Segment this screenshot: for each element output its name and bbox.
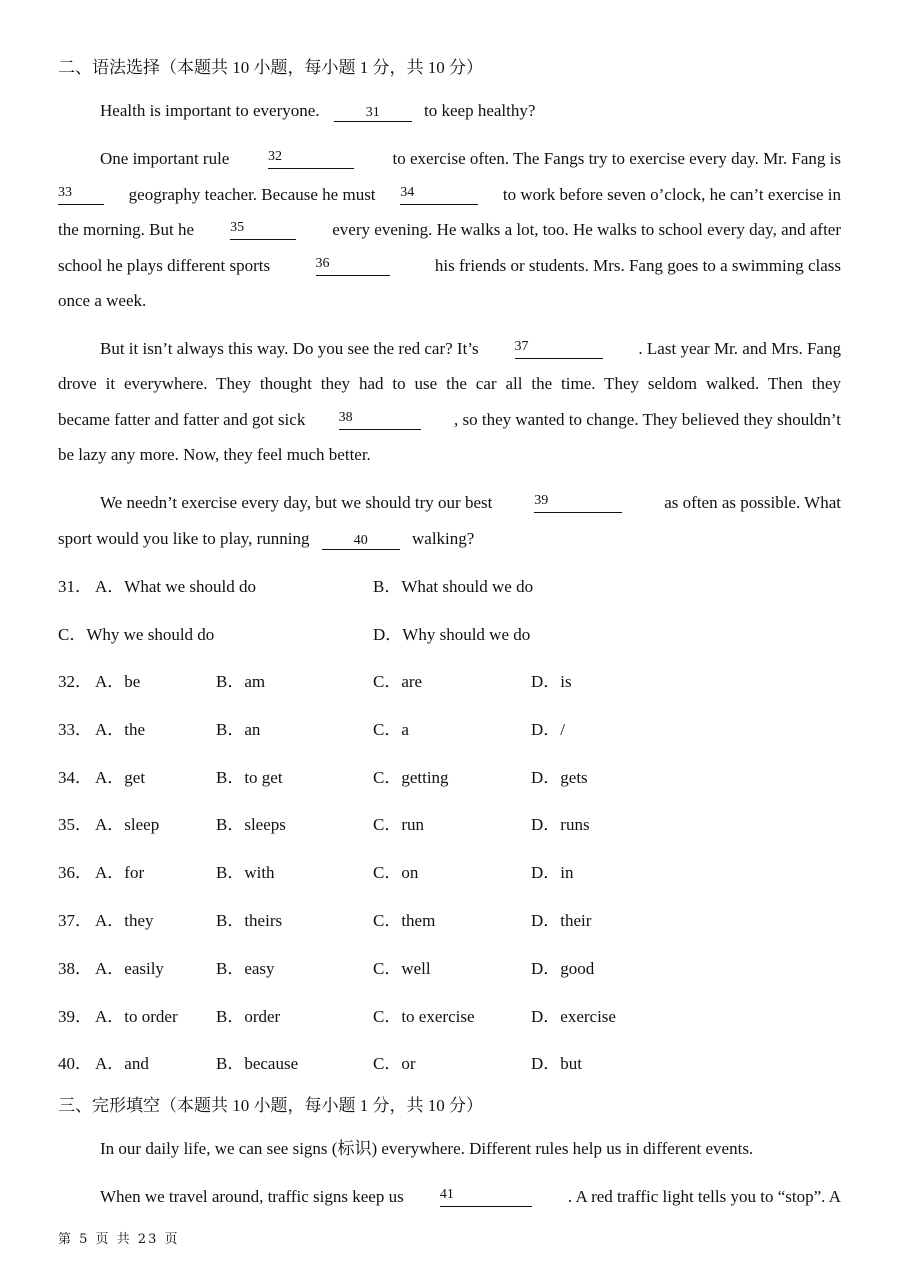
passage-p2-line-4	[58, 256, 841, 276]
option-b[interactable]: B．order	[216, 1007, 281, 1026]
text: We needn’t exercise every day, but we should try our best	[100, 493, 493, 512]
option-a[interactable]: A．for	[95, 863, 145, 882]
question-number: 32．	[58, 672, 92, 691]
text: One important rule	[100, 149, 230, 168]
option-d[interactable]: D．gets	[531, 768, 588, 787]
blank-37: 37	[515, 339, 603, 359]
option-a[interactable]: A．easily	[95, 959, 164, 978]
text: to exercise often. The Fangs try to exercise every day. Mr. Fang is	[392, 149, 841, 168]
option-a[interactable]: A．What we should do	[95, 577, 257, 596]
text: . A red traffic light tells you to “stop”. A	[567, 1187, 841, 1206]
question-number: 40．	[58, 1054, 92, 1073]
blank-32: 32	[268, 149, 354, 169]
option-b[interactable]: B．an	[216, 720, 261, 739]
page-footer: 第 5 页 共 23 页	[58, 1232, 180, 1247]
option-a[interactable]: A．they	[95, 911, 154, 930]
option-a[interactable]: A．and	[95, 1054, 149, 1073]
option-b[interactable]: B．easy	[216, 959, 275, 978]
text: sport would you like to play, running	[58, 529, 310, 548]
passage-p3-line-3	[58, 410, 841, 430]
passage-p4-line-2	[58, 529, 474, 550]
question-number: 31．	[58, 577, 92, 596]
section-3-title: 三、完形填空（本题共 10 小题，每小题 1 分，共 10 分）	[58, 1096, 483, 1115]
text: the morning. But he	[58, 220, 194, 239]
cloze-paragraph-1: In our daily life, we can see signs (标识) everywhere. Different rules help us in different events.	[100, 1139, 754, 1158]
cloze-paragraph-2	[100, 1187, 841, 1207]
question-number: 36．	[58, 863, 92, 882]
question-number: 33．	[58, 720, 92, 739]
passage-p3-line-1	[100, 339, 841, 359]
section-2-title: 二、语法选择（本题共 10 小题，每小题 1 分，共 10 分）	[58, 58, 483, 77]
option-d[interactable]: D．in	[531, 863, 574, 882]
option-d[interactable]: D．runs	[531, 815, 590, 834]
text: to keep healthy?	[424, 101, 536, 120]
option-a[interactable]: A．sleep	[95, 815, 160, 834]
option-c[interactable]: C．are	[373, 672, 423, 691]
blank-35: 35	[230, 220, 296, 240]
option-d[interactable]: D．/	[531, 720, 565, 739]
question-number: 39．	[58, 1007, 92, 1026]
blank-36: 36	[316, 256, 390, 276]
option-a[interactable]: A．the	[95, 720, 146, 739]
option-c[interactable]: C．getting	[373, 768, 449, 787]
option-c[interactable]: C．to exercise	[373, 1007, 475, 1026]
passage-p2-line-3	[58, 220, 841, 240]
passage-p2-line-1	[100, 149, 841, 169]
passage-p4-line-1	[100, 493, 841, 513]
text: , so they wanted to change. They believed they shouldn’t	[454, 410, 841, 429]
text: school he plays different sports	[58, 256, 271, 275]
option-b[interactable]: B．theirs	[216, 911, 283, 930]
text: became fatter and fatter and got sick	[58, 410, 306, 429]
option-a[interactable]: A．to order	[95, 1007, 178, 1026]
option-d[interactable]: D．but	[531, 1054, 582, 1073]
option-a[interactable]: A．be	[95, 672, 141, 691]
passage-p3-line-4: be lazy any more. Now, they feel much better.	[58, 445, 371, 464]
option-d[interactable]: D．Why should we do	[373, 625, 531, 644]
blank-40: 40	[322, 533, 400, 550]
option-c[interactable]: C．well	[373, 959, 431, 978]
text: walking?	[412, 529, 475, 548]
option-c[interactable]: C．Why we should do	[58, 625, 215, 644]
passage-p2-line-5: once a week.	[58, 291, 147, 310]
option-b[interactable]: B．because	[216, 1054, 299, 1073]
option-c[interactable]: C．run	[373, 815, 424, 834]
blank-41: 41	[440, 1187, 532, 1207]
blank-38: 38	[339, 410, 421, 430]
blank-31: 31	[334, 105, 412, 122]
option-a[interactable]: A．get	[95, 768, 146, 787]
text: But it isn’t always this way. Do you see the red car? It’s	[100, 339, 479, 358]
option-b[interactable]: B．to get	[216, 768, 283, 787]
passage-p2-line-2	[58, 185, 841, 205]
option-c[interactable]: C．a	[373, 720, 409, 739]
blank-33: 33	[58, 185, 104, 205]
blank-34: 34	[400, 185, 478, 205]
question-number: 37．	[58, 911, 92, 930]
text: When we travel around, traffic signs keep us	[100, 1187, 404, 1206]
passage-p3-line-2	[58, 374, 841, 394]
text: geography teacher. Because he must	[128, 185, 376, 204]
text: drove it everywhere. They thought they had to use the car all the time. They seldom walked. Then they	[58, 374, 841, 393]
passage-paragraph-1	[100, 101, 535, 122]
option-d[interactable]: D．good	[531, 959, 595, 978]
option-b[interactable]: B．sleeps	[216, 815, 286, 834]
option-d[interactable]: D．is	[531, 672, 572, 691]
text: Health is important to everyone.	[100, 101, 320, 120]
option-b[interactable]: B．am	[216, 672, 266, 691]
option-d[interactable]: D．their	[531, 911, 592, 930]
text: to work before seven o’clock, he can’t exercise in	[502, 185, 841, 204]
text: his friends or students. Mrs. Fang goes to a swimming class	[434, 256, 841, 275]
option-c[interactable]: C．on	[373, 863, 419, 882]
option-d[interactable]: D．exercise	[531, 1007, 616, 1026]
option-b[interactable]: B．with	[216, 863, 275, 882]
question-number: 35．	[58, 815, 92, 834]
option-b[interactable]: B．What should we do	[373, 577, 534, 596]
text: every evening. He walks a lot, too. He walks to school every day, and after	[332, 220, 841, 239]
question-number: 38．	[58, 959, 92, 978]
option-c[interactable]: C．them	[373, 911, 436, 930]
question-number: 34．	[58, 768, 92, 787]
text: . Last year Mr. and Mrs. Fang	[638, 339, 841, 358]
blank-39: 39	[534, 493, 622, 513]
text: as often as possible. What	[664, 493, 841, 512]
option-c[interactable]: C．or	[373, 1054, 416, 1073]
